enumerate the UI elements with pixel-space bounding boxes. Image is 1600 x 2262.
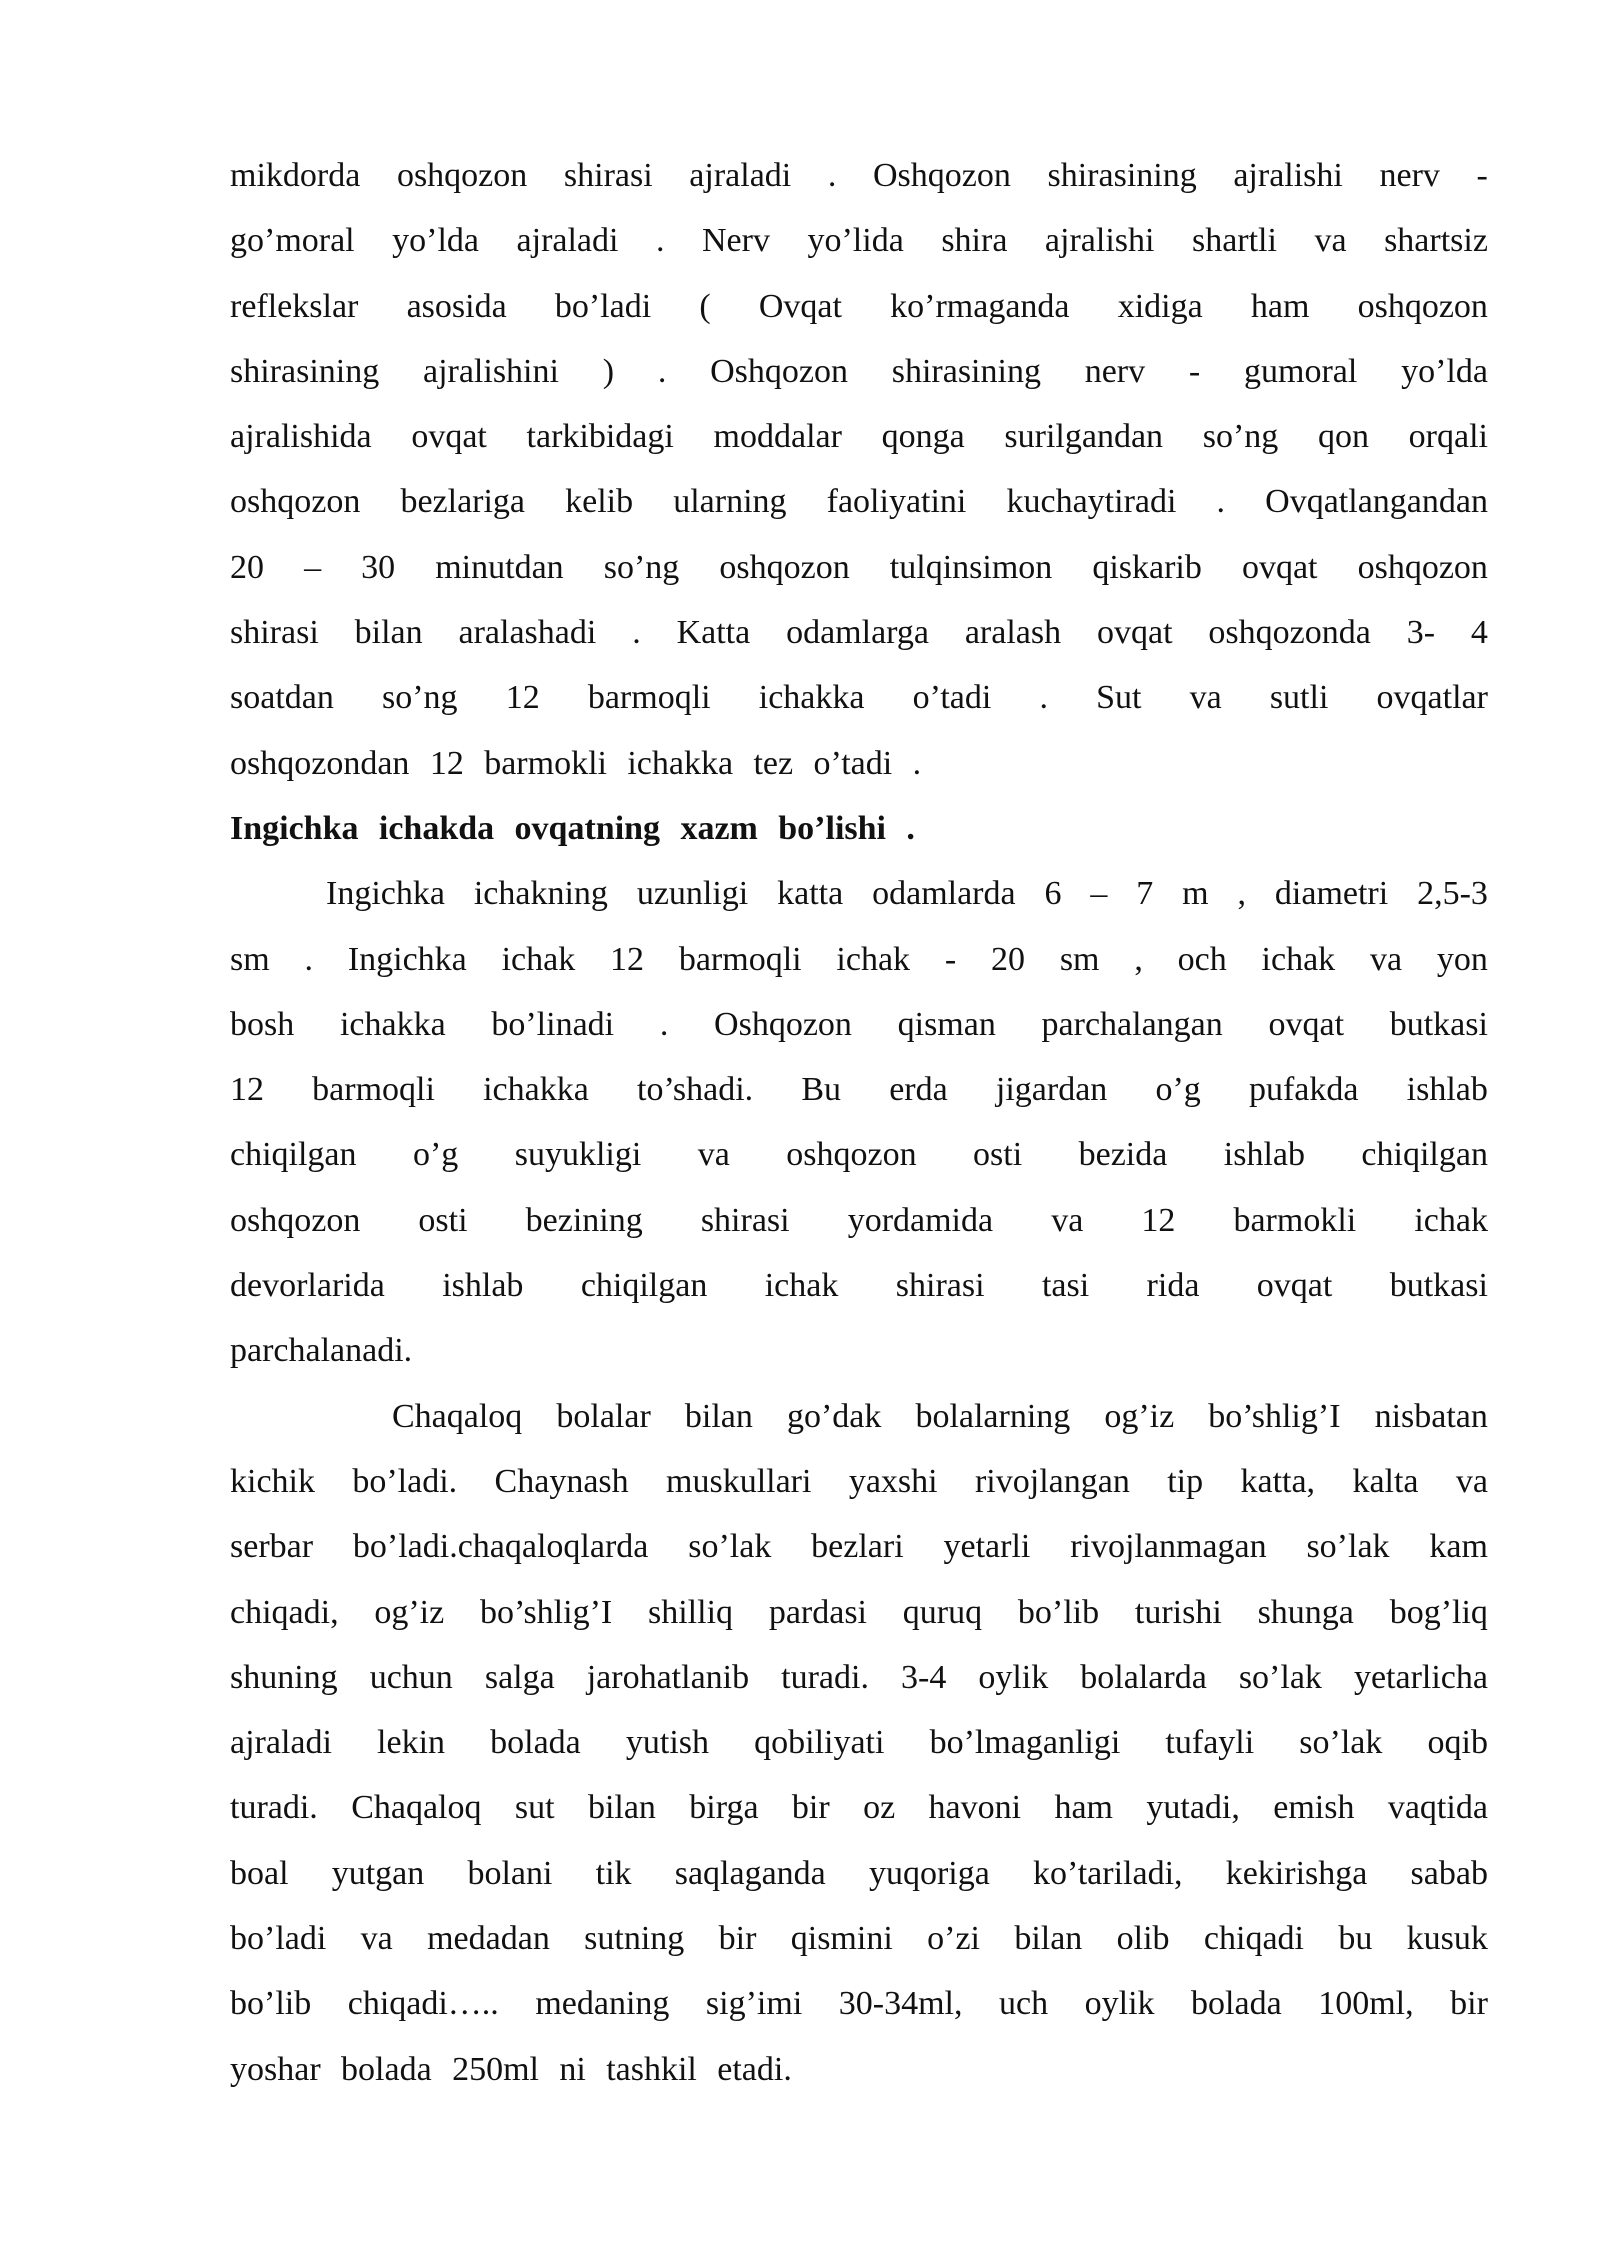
section-heading: Ingichka ichakda ovqatning xazm bo’lishi .: [230, 809, 915, 847]
text-line: devorlarida ishlab chiqilgan ichak shirasi tasi rida ovqat butkasi: [230, 1267, 1488, 1305]
text-line: Ingichka ichakning uzunligi katta odamlarda 6 – 7 m , diametri 2,5-3: [326, 875, 1488, 913]
text-line: 12 barmoqli ichakka to’shadi. Bu erda jigardan o’g pufakda ishlab: [230, 1071, 1488, 1109]
text-line: Chaqaloq bolalar bilan go’dak bolalarning og’iz bo’shlig’I nisbatan: [392, 1397, 1488, 1435]
text-line: serbar bo’ladi.chaqaloqlarda so’lak bezlari yetarli rivojlanmagan so’lak kam: [230, 1528, 1488, 1566]
text-line: yoshar bolada 250ml ni tashkil etadi.: [230, 2050, 792, 2088]
text-line: boal yutgan bolani tik saqlaganda yuqoriga ko’tariladi, kekirishga sabab: [230, 1854, 1488, 1892]
body-text: [230, 146, 1488, 2105]
text-line: mikdorda oshqozon shirasi ajraladi . Oshqozon shirasining ajralishi nerv -: [230, 157, 1488, 194]
text-line: ajraladi lekin bolada yutish qobiliyati bo’lmaganligi tufayli so’lak oqib: [230, 1724, 1488, 1762]
text-line: turadi. Chaqaloq sut bilan birga bir oz havoni ham yutadi, emish vaqtida: [230, 1789, 1488, 1827]
text-line: ajralishida ovqat tarkibidagi moddalar qonga surilgandan so’ng qon orqali: [230, 418, 1488, 456]
text-line: chiqadi, og’iz bo’shlig’I shilliq pardasi quruq bo’lib turishi shunga bog’liq: [230, 1593, 1488, 1631]
text-line: bo’ladi va medadan sutning bir qismini o’zi bilan olib chiqadi bu kusuk: [230, 1920, 1488, 1958]
text-line: soatdan so’ng 12 barmoqli ichakka o’tadi . Sut va sutli ovqatlar: [230, 679, 1488, 717]
text-line: shirasining ajralishini ) . Oshqozon shirasining nerv - gumoral yo’lda: [230, 352, 1488, 390]
text-line: sm . Ingichka ichak 12 barmoqli ichak - 20 sm , och ichak va yon: [230, 940, 1488, 978]
text-line: oshqozon bezlariga kelib ularning faoliyatini kuchaytiradi . Ovqatlangandan: [230, 483, 1488, 521]
text-line: kichik bo’ladi. Chaynash muskullari yaxshi rivojlangan tip katta, kalta va: [230, 1462, 1488, 1500]
text-line: 20 – 30 minutdan so’ng oshqozon tulqinsimon qiskarib ovqat oshqozon: [230, 548, 1488, 586]
text-line: go’moral yo’lda ajraladi . Nerv yo’lida shira ajralishi shartli va shartsiz: [230, 222, 1488, 260]
text-line: bo’lib chiqadi….. medaning sig’imi 30-34ml, uch oylik bolada 100ml, bir: [230, 1985, 1488, 2023]
text-line: bosh ichakka bo’linadi . Oshqozon qisman parchalangan ovqat butkasi: [230, 1005, 1488, 1043]
text-line: chiqilgan o’g suyukligi va oshqozon osti bezida ishlab chiqilgan: [230, 1136, 1488, 1174]
text-line: oshqozondan 12 barmokli ichakka tez o’tadi .: [230, 744, 922, 782]
text-line: shirasi bilan aralashadi . Katta odamlarga aralash ovqat oshqozonda 3- 4: [230, 614, 1488, 652]
text-line: shuning uchun salga jarohatlanib turadi. 3-4 oylik bolalarda so’lak yetarlicha: [230, 1658, 1488, 1696]
text-line: oshqozon osti bezining shirasi yordamida va 12 barmokli ichak: [230, 1201, 1488, 1239]
text-line: parchalanadi.: [230, 1332, 413, 1370]
text-line: reflekslar asosida bo’ladi ( Ovqat ko’rmaganda xidiga ham oshqozon: [230, 287, 1488, 325]
